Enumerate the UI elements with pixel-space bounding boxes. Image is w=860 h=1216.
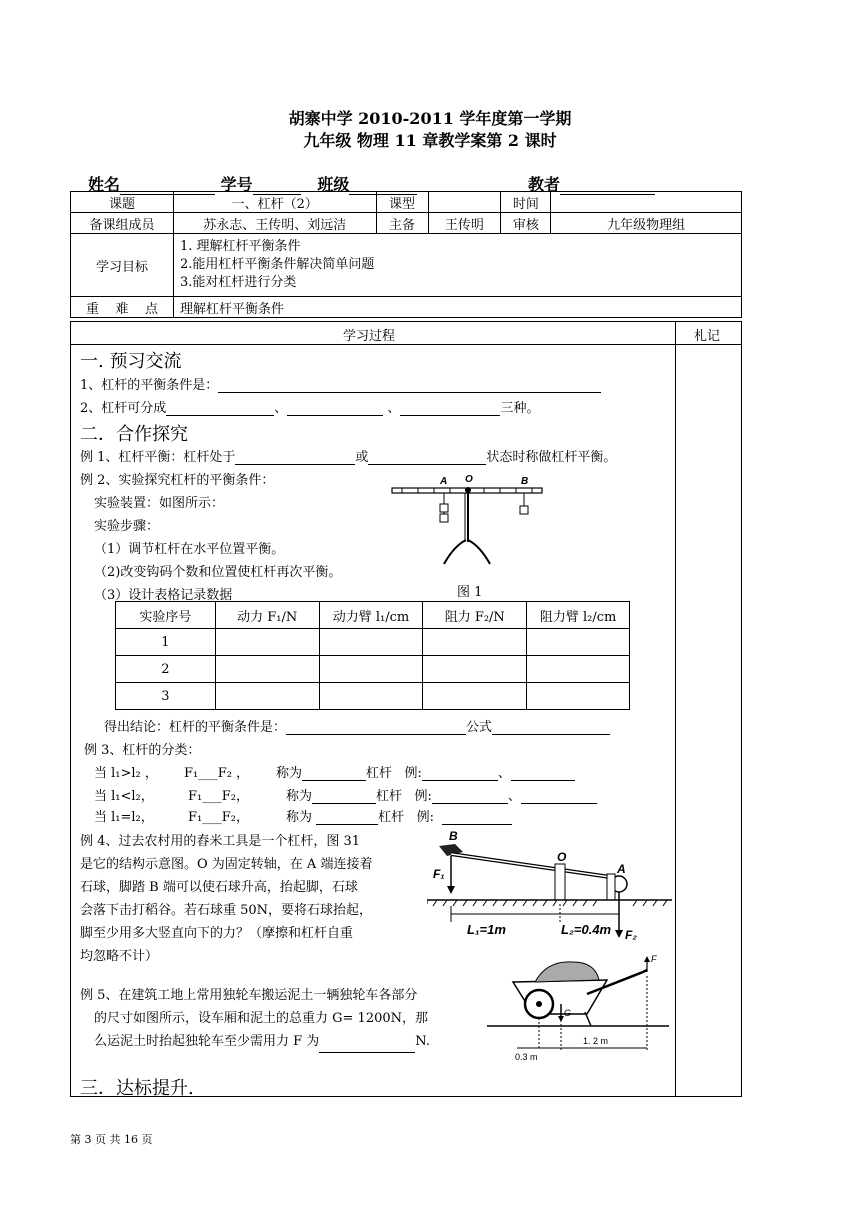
class-row-3: [94, 806, 512, 825]
label-b: B: [521, 476, 529, 487]
lesson-info-table: [70, 191, 742, 318]
separator: 、: [274, 401, 288, 416]
table-cell[interactable]: [215, 656, 319, 683]
answer-blank[interactable]: [312, 788, 376, 804]
school-title: 胡寨中学 2010-2011 学年度第一学期: [288, 109, 572, 128]
question-2-end: 三种。: [500, 401, 540, 416]
example-2: 例 2、实验探究杠杆的平衡条件：: [80, 473, 275, 488]
separator: 、: [497, 766, 511, 781]
label-l2: L₂=0.4m: [561, 922, 612, 937]
formula-label: 公式: [466, 720, 493, 735]
answer-blank[interactable]: [166, 400, 274, 416]
col-header: 阻力臂 l₂/cm: [527, 602, 630, 629]
condition: 当 l₁<l₂，: [94, 789, 154, 804]
table-cell[interactable]: [215, 629, 319, 656]
force-relation: F₁___F₂，: [188, 789, 249, 804]
difficulty-value: 理解杠杆平衡条件: [173, 297, 741, 318]
table-cell[interactable]: [319, 629, 423, 656]
example-1: [80, 446, 616, 465]
label-l1: L₁=1m: [467, 922, 506, 937]
table-cell[interactable]: [527, 683, 630, 710]
page-footer: 第 3 页 共 16 页: [70, 1133, 153, 1146]
class-row-1: [94, 762, 575, 781]
topic-label: 课题: [71, 192, 174, 213]
label-o: O: [557, 850, 567, 864]
steps-text: 实验步骤：: [94, 519, 160, 534]
teacher-label: 教者: [528, 175, 561, 194]
class-row-2: [94, 785, 597, 804]
answer-blank[interactable]: [442, 809, 512, 825]
label-a: A: [617, 862, 626, 876]
section-3-title: 三．达标提升.: [80, 1078, 194, 1099]
example-4-line: 是它的结构示意图。O 为固定转轴，在 A 端连接着: [80, 857, 373, 872]
answer-blank[interactable]: [492, 719, 610, 735]
example-1-or: 或: [355, 450, 369, 465]
table-cell[interactable]: [319, 683, 423, 710]
answer-blank[interactable]: [422, 765, 498, 781]
label-o: O: [465, 474, 473, 485]
example-4-line: 石球，脚踏 B 端可以使石球升高，抬起脚，石球: [80, 880, 358, 895]
notes-label: 札记: [694, 329, 721, 344]
example-5: [80, 984, 430, 1053]
table-cell[interactable]: [423, 683, 527, 710]
table-row: [116, 629, 630, 656]
example-label: 例:: [414, 789, 432, 804]
force-relation: F₁___F₂ ，: [184, 766, 250, 781]
section-1-title: 一. 预习交流: [80, 351, 182, 372]
lever-label: 杠杆: [366, 766, 393, 781]
table-row: [116, 683, 630, 710]
condition: 当 l₁>l₂ ，: [94, 766, 158, 781]
example-4-line: 均忽略不计）: [80, 949, 159, 964]
goals-label: 学习目标: [71, 234, 174, 297]
name-label: 姓名: [88, 175, 121, 194]
table-cell[interactable]: [423, 656, 527, 683]
answer-blank[interactable]: [235, 449, 355, 465]
label-b: B: [449, 829, 458, 843]
time-label: 时间: [501, 192, 551, 213]
process-header-divider: [70, 344, 742, 345]
conclusion-text: 得出结论：杠杆的平衡条件是：: [104, 720, 287, 735]
answer-blank[interactable]: [286, 719, 466, 735]
label-f2: F₂: [625, 928, 637, 942]
class-label: 班级: [317, 175, 350, 194]
lead-value: 王传明: [428, 213, 501, 234]
answer-blank[interactable]: [319, 1037, 415, 1053]
lever-label: 杠杆: [376, 789, 403, 804]
step-3: （3）设计表格记录数据: [94, 588, 233, 603]
table-cell[interactable]: [527, 629, 630, 656]
time-value: [551, 192, 742, 213]
example-3: 例 3、杠杆的分类：: [84, 743, 201, 758]
apparatus-text: 实验装置：如图所示：: [94, 496, 225, 511]
example-5-text: 么运泥土时抬起独轮车至少需用力 F 为: [94, 1034, 320, 1049]
example-4-line: 例 4、过去农村用的舂米工具是一个杠杆，图 31: [80, 834, 361, 849]
answer-blank[interactable]: [218, 377, 601, 393]
wheelbarrow-figure: [487, 954, 669, 1066]
section-2-title: 二．合作探究: [80, 424, 188, 445]
answer-blank[interactable]: [287, 400, 383, 416]
lead-label: 主备: [376, 213, 428, 234]
answer-blank[interactable]: [511, 765, 575, 781]
table-cell[interactable]: [215, 683, 319, 710]
label-f1: F₁: [433, 867, 445, 881]
separator: 、: [507, 789, 521, 804]
example-1-text: 例 1、杠杆平衡：杠杆处于: [80, 450, 236, 465]
label-g: G: [564, 1008, 572, 1018]
goal-3: 3.能对杠杆进行分类: [179, 275, 297, 290]
figure-1-caption: 图 1: [457, 585, 483, 600]
table-cell[interactable]: [319, 656, 423, 683]
example-label: 例:: [404, 766, 422, 781]
example-1-end: 状态时称做杠杆平衡。: [486, 450, 617, 465]
answer-blank[interactable]: [316, 809, 378, 825]
label-12m: 1. 2 m: [583, 1036, 609, 1046]
example-5-line: 的尺寸如图所示，设车厢和泥土的总重力 G= 1200N，那: [94, 1011, 429, 1026]
question-1-text: 1、杠杆的平衡条件是：: [80, 378, 219, 393]
example-5-line: 例 5、在建筑工地上常用独轮车搬运泥土一辆独轮车各部分: [80, 988, 418, 1003]
review-label: 审核: [501, 213, 551, 234]
col-header: 动力 F₁/N: [215, 602, 319, 629]
pestle-lever-figure: [427, 826, 672, 946]
goals-cell: [173, 234, 741, 297]
table-cell[interactable]: [527, 656, 630, 683]
answer-blank[interactable]: [400, 400, 500, 416]
id-label: 学号: [220, 175, 253, 194]
conclusion: [104, 716, 610, 735]
called-label: 称为: [276, 766, 303, 781]
difficulty-label: 重 难 点: [71, 297, 174, 318]
question-1: [80, 374, 601, 393]
example-5-line: [80, 1030, 430, 1053]
table-cell[interactable]: [423, 629, 527, 656]
table-cell: 3: [116, 683, 216, 710]
example-4: [80, 830, 372, 968]
members-label: 备课组成员: [71, 213, 174, 234]
type-label: 课型: [376, 192, 428, 213]
called-label: 称为: [286, 810, 313, 825]
example-4-line: 脚至少用多大竖直向下的力？（摩擦和杠杆自重: [80, 926, 354, 941]
goal-2: 2.能用杠杆平衡条件解决简单问题: [179, 257, 375, 272]
notes-column-divider: [675, 321, 676, 1097]
col-header: 实验序号: [116, 602, 216, 629]
condition: 当 l₁=l₂，: [94, 810, 154, 825]
lever-label: 杠杆: [378, 810, 405, 825]
answer-blank[interactable]: [432, 788, 508, 804]
answer-blank[interactable]: [302, 765, 366, 781]
lever-apparatus-figure: [388, 472, 548, 574]
question-2: [80, 397, 539, 416]
separator: 、: [383, 401, 401, 416]
type-value: [428, 192, 501, 213]
topic-value: 一、杠杆（2）: [173, 192, 376, 213]
goal-1: 1. 理解杠杆平衡条件: [179, 239, 301, 254]
col-header: 阻力 F₂/N: [423, 602, 527, 629]
answer-blank[interactable]: [368, 449, 486, 465]
review-value: 九年级物理组: [551, 213, 742, 234]
label-f: F: [651, 954, 657, 964]
table-cell: 1: [116, 629, 216, 656]
answer-blank[interactable]: [521, 788, 597, 804]
force-relation: F₁___F₂，: [188, 810, 249, 825]
label-a: A: [440, 476, 448, 487]
lesson-title: 九年级 物理 11 章教学案第 2 课时: [303, 131, 557, 150]
label-03m: 0.3 m: [515, 1052, 538, 1062]
example-4-line: 会落下击打稻谷。若石球重 50N，要将石球抬起，: [80, 903, 373, 918]
members-value: 苏永志、王传明、刘远洁: [173, 213, 376, 234]
example-label: 例:: [416, 810, 434, 825]
question-2-text: 2、杠杆可分成: [80, 401, 167, 416]
data-record-table: [115, 601, 630, 710]
unit-label: N.: [415, 1034, 430, 1049]
step-2: （2)改变钩码个数和位置使杠杆再次平衡。: [94, 565, 342, 580]
called-label: 称为: [286, 789, 313, 804]
table-cell: 2: [116, 656, 216, 683]
table-row: [116, 656, 630, 683]
col-header: 动力臂 l₁/cm: [319, 602, 423, 629]
step-1: （1）调节杠杆在水平位置平衡。: [94, 542, 285, 557]
process-label: 学习过程: [343, 329, 396, 344]
